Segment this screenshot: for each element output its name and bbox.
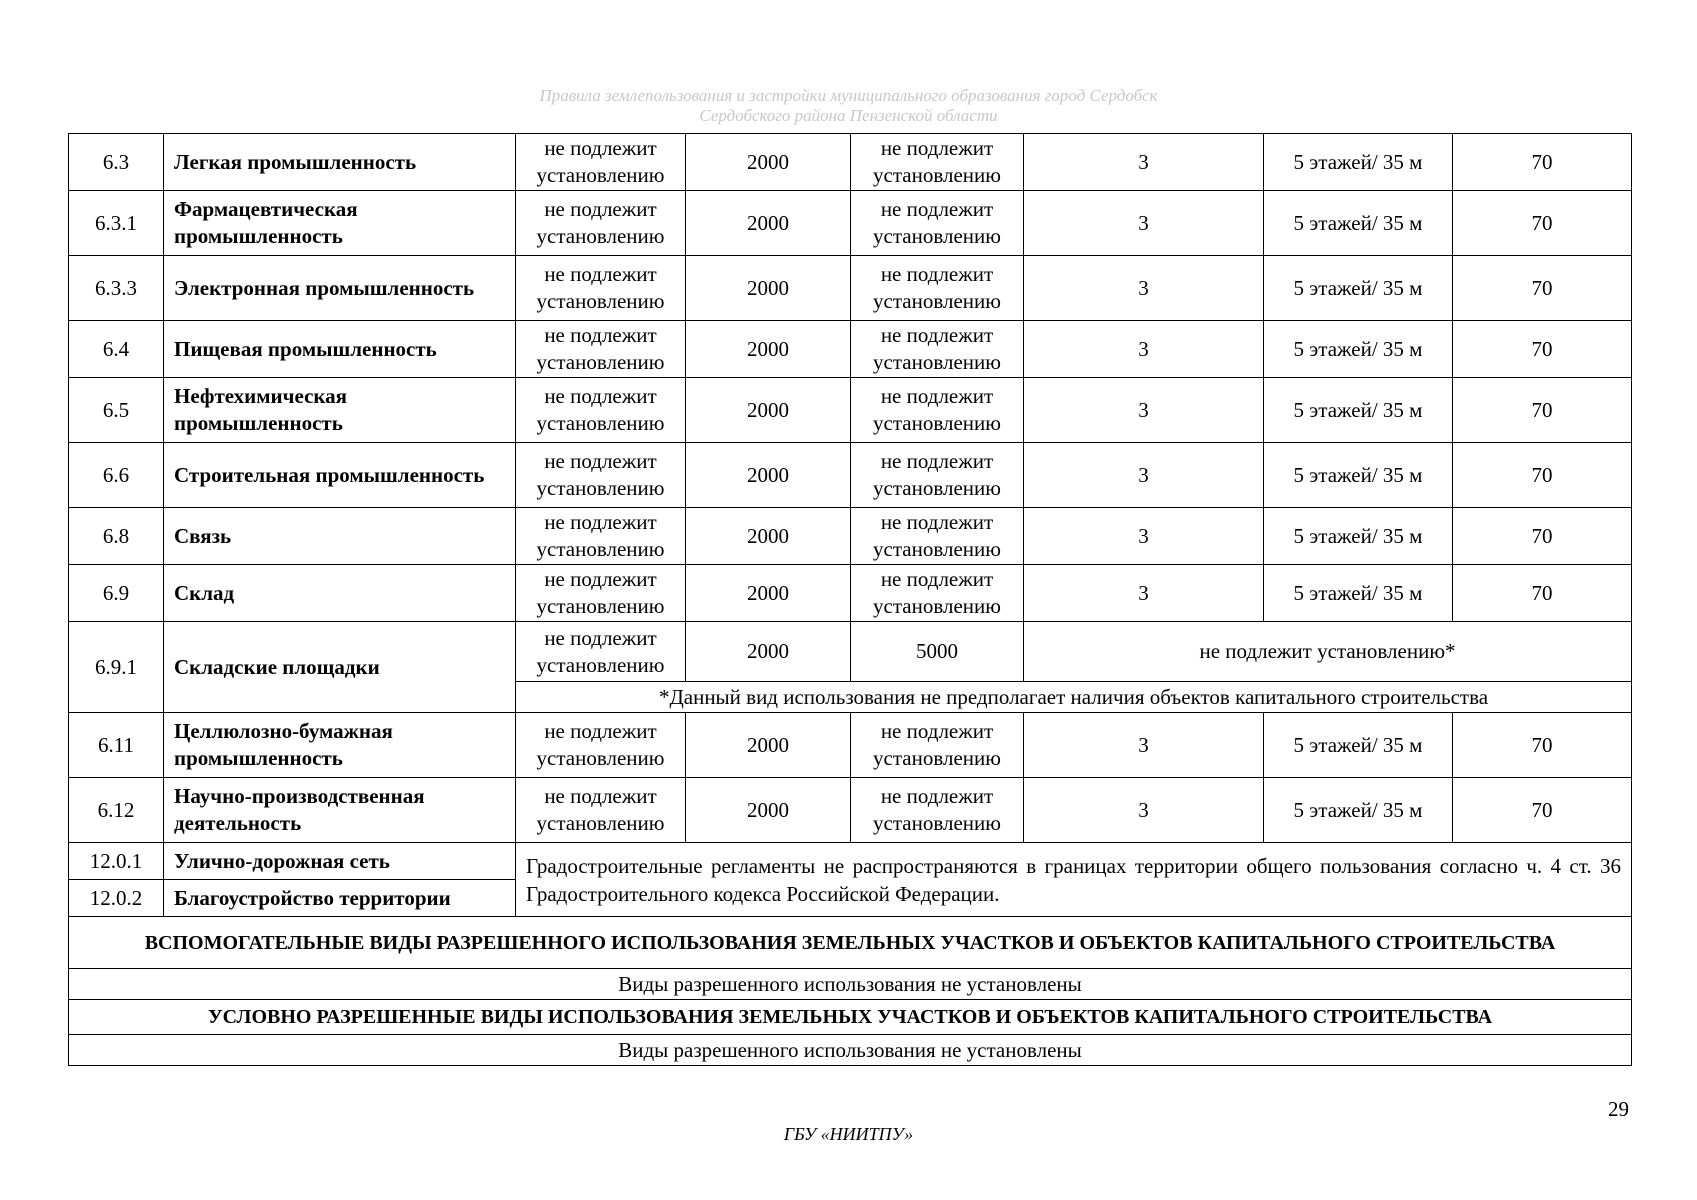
value-cell: 5 этажей/ 35 м — [1264, 191, 1453, 256]
value-cell: не подлежит установлению — [516, 378, 686, 443]
value-cell: 5 этажей/ 35 м — [1264, 134, 1453, 191]
name-cell: Связь — [164, 508, 516, 565]
value-cell: 5 этажей/ 35 м — [1264, 778, 1453, 843]
table-row — [69, 134, 1632, 191]
value-cell: 3 — [1024, 191, 1264, 256]
table-row — [69, 256, 1632, 321]
value-cell: не подлежит установлению — [516, 321, 686, 378]
table-row — [69, 843, 1632, 880]
table-row — [69, 778, 1632, 843]
value-cell: не подлежит установлению — [851, 378, 1024, 443]
name-cell: Научно-производственная деятельность — [164, 778, 516, 843]
value-cell: не подлежит установлению — [851, 191, 1024, 256]
code-cell: 6.3.3 — [69, 256, 164, 321]
table-row — [69, 713, 1632, 778]
value-cell: 2000 — [686, 443, 851, 508]
name-cell: Пищевая промышленность — [164, 321, 516, 378]
name-cell: Складские площадки — [164, 622, 516, 713]
name-cell: Улично-дорожная сеть — [164, 843, 516, 880]
table-row — [69, 321, 1632, 378]
value-cell: 70 — [1453, 134, 1632, 191]
table-row — [69, 443, 1632, 508]
value-cell: 5 этажей/ 35 м — [1264, 321, 1453, 378]
name-cell: Электронная промышленность — [164, 256, 516, 321]
merged-value-cell: не подлежит установлению* — [1024, 622, 1632, 682]
value-cell: не подлежит установлению — [516, 256, 686, 321]
value-cell: 5 этажей/ 35 м — [1264, 565, 1453, 622]
value-cell: 2000 — [686, 622, 851, 682]
value-cell: 3 — [1024, 565, 1264, 622]
table-row — [69, 508, 1632, 565]
value-cell: 3 — [1024, 508, 1264, 565]
code-cell: 6.3 — [69, 134, 164, 191]
value-cell: 2000 — [686, 378, 851, 443]
value-cell: не подлежит установлению — [516, 443, 686, 508]
auxiliary-section-text: Виды разрешенного использования не установлены — [69, 969, 1632, 1000]
conditional-section-text: Виды разрешенного использования не установлены — [69, 1035, 1632, 1066]
auxiliary-section-title: ВСПОМОГАТЕЛЬНЫЕ ВИДЫ РАЗРЕШЕННОГО ИСПОЛЬЗОВАНИЯ ЗЕМЕЛЬНЫХ УЧАСТКОВ И ОБЪЕКТОВ КАПИТАЛЬНОГО СТРОИТЕЛЬСТВА — [69, 917, 1632, 969]
reglament-note: Градостроительные регламенты не распространяются в границах территории общего пользования согласно ч. 4 ст. 36 Градостроительного кодекса Российской Федерации. — [516, 843, 1632, 917]
value-cell: 2000 — [686, 321, 851, 378]
value-cell: 70 — [1453, 443, 1632, 508]
value-cell: 2000 — [686, 565, 851, 622]
value-cell: 70 — [1453, 378, 1632, 443]
table-body — [69, 134, 1632, 1066]
code-cell: 6.9.1 — [69, 622, 164, 713]
section-heading-row — [69, 1000, 1632, 1035]
value-cell: не подлежит установлению — [516, 508, 686, 565]
value-cell: 2000 — [686, 191, 851, 256]
value-cell: не подлежит установлению — [851, 508, 1024, 565]
name-cell: Нефтехимическая промышленность — [164, 378, 516, 443]
value-cell: 70 — [1453, 713, 1632, 778]
value-cell: не подлежит установлению — [851, 778, 1024, 843]
name-cell: Фармацевтическая промышленность — [164, 191, 516, 256]
section-text-row — [69, 969, 1632, 1000]
value-cell: 3 — [1024, 443, 1264, 508]
name-cell: Целлюлозно-бумажная промышленность — [164, 713, 516, 778]
value-cell: не подлежит установлению — [851, 134, 1024, 191]
name-cell: Благоустройство территории — [164, 880, 516, 917]
value-cell: не подлежит установлению — [516, 778, 686, 843]
table-row — [69, 191, 1632, 256]
code-cell: 6.11 — [69, 713, 164, 778]
value-cell: не подлежит установлению — [851, 443, 1024, 508]
code-cell: 12.0.2 — [69, 880, 164, 917]
value-cell: 70 — [1453, 565, 1632, 622]
name-cell: Легкая промышленность — [164, 134, 516, 191]
value-cell: 3 — [1024, 713, 1264, 778]
value-cell: не подлежит установлению — [516, 134, 686, 191]
code-cell: 6.4 — [69, 321, 164, 378]
value-cell: 3 — [1024, 378, 1264, 443]
value-cell: 70 — [1453, 256, 1632, 321]
value-cell: не подлежит установлению — [516, 622, 686, 682]
section-text-row — [69, 1035, 1632, 1066]
value-cell: 3 — [1024, 256, 1264, 321]
value-cell: 5 этажей/ 35 м — [1264, 713, 1453, 778]
value-cell: 5 этажей/ 35 м — [1264, 256, 1453, 321]
value-cell: 2000 — [686, 713, 851, 778]
value-cell: не подлежит установлению — [851, 713, 1024, 778]
value-cell: 3 — [1024, 778, 1264, 843]
name-cell: Строительная промышленность — [164, 443, 516, 508]
page-footer: ГБУ «НИИТПУ» — [783, 1124, 914, 1144]
value-cell: 70 — [1453, 778, 1632, 843]
value-cell: не подлежит установлению — [851, 256, 1024, 321]
section-heading-row — [69, 917, 1632, 969]
page-header — [0, 86, 1697, 126]
value-cell: не подлежит установлению — [516, 191, 686, 256]
value-cell: 70 — [1453, 321, 1632, 378]
regulations-table — [68, 133, 1632, 1066]
code-cell: 6.5 — [69, 378, 164, 443]
conditional-section-title: УСЛОВНО РАЗРЕШЕННЫЕ ВИДЫ ИСПОЛЬЗОВАНИЯ ЗЕМЕЛЬНЫХ УЧАСТКОВ И ОБЪЕКТОВ КАПИТАЛЬНОГО СТРОИТЕЛЬСТВА — [69, 1000, 1632, 1035]
value-cell: 2000 — [686, 256, 851, 321]
value-cell: 3 — [1024, 321, 1264, 378]
table-row — [69, 565, 1632, 622]
table-row — [69, 622, 1632, 682]
table-row — [69, 378, 1632, 443]
value-cell: 70 — [1453, 508, 1632, 565]
value-cell: 5000 — [851, 622, 1024, 682]
value-cell: 2000 — [686, 508, 851, 565]
code-cell: 6.9 — [69, 565, 164, 622]
value-cell: 5 этажей/ 35 м — [1264, 378, 1453, 443]
value-cell: не подлежит установлению — [851, 565, 1024, 622]
code-cell: 6.3.1 — [69, 191, 164, 256]
code-cell: 6.8 — [69, 508, 164, 565]
value-cell: 5 этажей/ 35 м — [1264, 508, 1453, 565]
value-cell: не подлежит установлению — [516, 713, 686, 778]
value-cell: не подлежит установлению — [851, 321, 1024, 378]
value-cell: 3 — [1024, 134, 1264, 191]
value-cell: 2000 — [686, 778, 851, 843]
header-line-2: Сердобского района Пензенской области — [699, 106, 998, 125]
name-cell: Склад — [164, 565, 516, 622]
page-number: 29 — [1608, 1097, 1629, 1121]
header-line-1: Правила землепользования и застройки муниципального образования город Сердобск — [539, 86, 1158, 105]
value-cell: 2000 — [686, 134, 851, 191]
code-cell: 12.0.1 — [69, 843, 164, 880]
value-cell: не подлежит установлению — [516, 565, 686, 622]
code-cell: 6.6 — [69, 443, 164, 508]
code-cell: 6.12 — [69, 778, 164, 843]
footnote-cell: *Данный вид использования не предполагает наличия объектов капитального строительства — [516, 682, 1632, 713]
value-cell: 5 этажей/ 35 м — [1264, 443, 1453, 508]
value-cell: 70 — [1453, 191, 1632, 256]
